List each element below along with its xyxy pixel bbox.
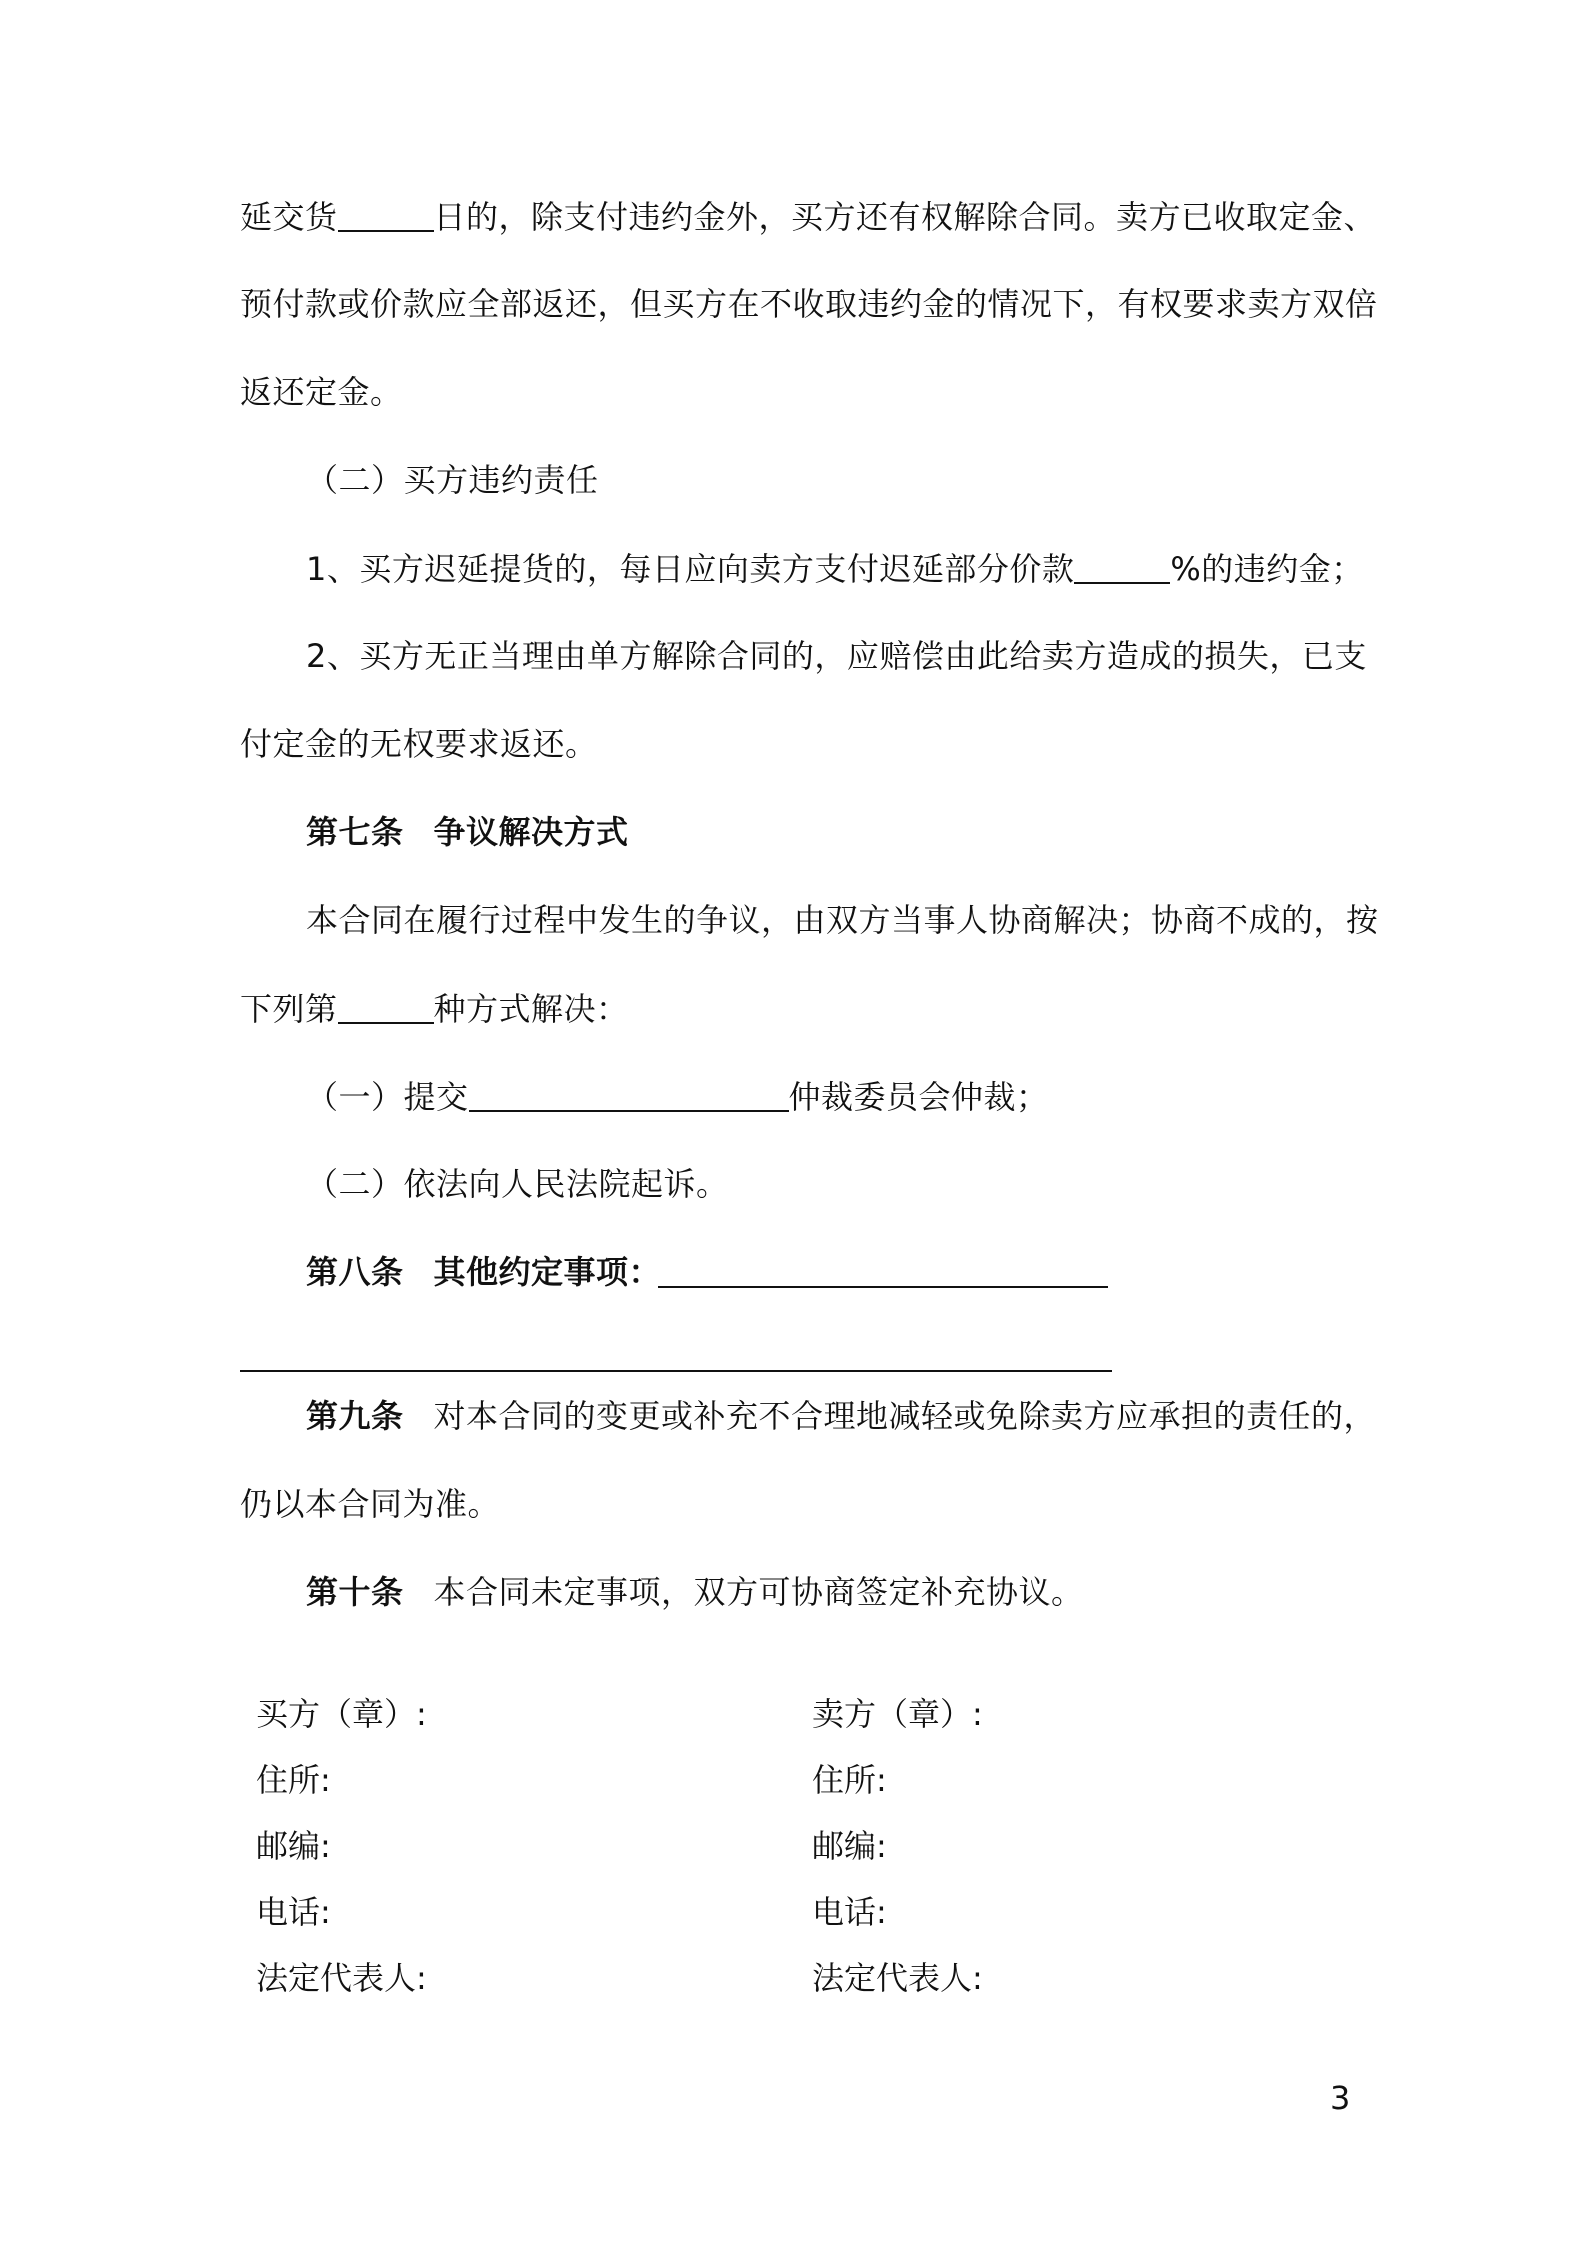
buyer-address-label: 住所:: [256, 1761, 331, 1799]
text-segment: 下列第: [240, 990, 338, 1028]
blank-method: [338, 986, 434, 1024]
seller-postcode-label: 邮编:: [812, 1827, 887, 1865]
text-segment: 对本合同的变更或补充不合理地减轻或免除卖方应承担的责任的，: [433, 1397, 1377, 1435]
blank-other-matters-line-1: [658, 1286, 1108, 1288]
page-number: 3: [1330, 2079, 1351, 2117]
article-number: 第十条: [306, 1573, 404, 1611]
paragraph-line: 仍以本合同为准。: [240, 1485, 501, 1523]
section-heading-buyer-liability: （二）买方违约责任: [306, 461, 599, 499]
buyer-postcode-label: 邮编:: [256, 1827, 331, 1865]
article-7-heading: [306, 810, 629, 854]
blank-days: [338, 194, 434, 232]
blank-other-matters-line-2: [240, 1370, 1112, 1372]
buyer-representative-label: 法定代表人:: [256, 1959, 427, 1997]
seller-representative-label: 法定代表人:: [812, 1959, 983, 1997]
paragraph-line: [306, 1074, 1049, 1119]
seller-party-label: 卖方（章）:: [812, 1695, 983, 1733]
paragraph-line: 2、买方无正当理由单方解除合同的，应赔偿由此给卖方造成的损失，已支: [306, 637, 1367, 675]
article-title: 争议解决方式: [433, 813, 629, 851]
article-number: 第九条: [306, 1397, 404, 1435]
seller-address-label: 住所:: [812, 1761, 887, 1799]
paragraph-line: 付定金的无权要求返还。: [240, 725, 598, 763]
text-segment: 日的，除支付违约金外，买方还有权解除合同。卖方已收取定金、: [433, 198, 1377, 236]
buyer-party-label: 买方（章）:: [256, 1695, 427, 1733]
text-segment: 本合同未定事项，双方可协商签定补充协议。: [433, 1573, 1084, 1611]
paragraph-line: （二）依法向人民法院起诉。: [306, 1165, 729, 1203]
paragraph-line: [306, 1570, 1084, 1614]
text-segment: 1、买方迟延提货的，每日应向卖方支付迟延部分价款: [306, 550, 1075, 588]
seller-phone-label: 电话:: [812, 1893, 887, 1931]
text-segment: 仲裁委员会仲裁；: [788, 1078, 1049, 1116]
paragraph-line: [240, 194, 1376, 239]
paragraph-line: 本合同在履行过程中发生的争议，由双方当事人协商解决；协商不成的，按: [306, 901, 1379, 939]
blank-arbitration-commission: [469, 1074, 789, 1112]
text-segment: （一）提交: [306, 1078, 469, 1116]
paragraph-line: [240, 986, 629, 1031]
article-title: 其他约定事项：: [433, 1253, 662, 1291]
article-8-heading: [306, 1250, 661, 1294]
paragraph-line: [306, 546, 1364, 591]
text-segment: %的违约金；: [1170, 550, 1364, 588]
article-number: 第八条: [306, 1253, 404, 1291]
article-number: 第七条: [306, 813, 404, 851]
paragraph-line: 返还定金。: [240, 373, 403, 411]
blank-percent: [1074, 546, 1170, 584]
text-segment: 延交货: [240, 198, 338, 236]
paragraph-line: 预付款或价款应全部返还，但买方在不收取违约金的情况下，有权要求卖方双倍: [240, 285, 1378, 323]
text-segment: 种方式解决：: [433, 990, 629, 1028]
buyer-phone-label: 电话:: [256, 1893, 331, 1931]
paragraph-line: [306, 1394, 1376, 1438]
